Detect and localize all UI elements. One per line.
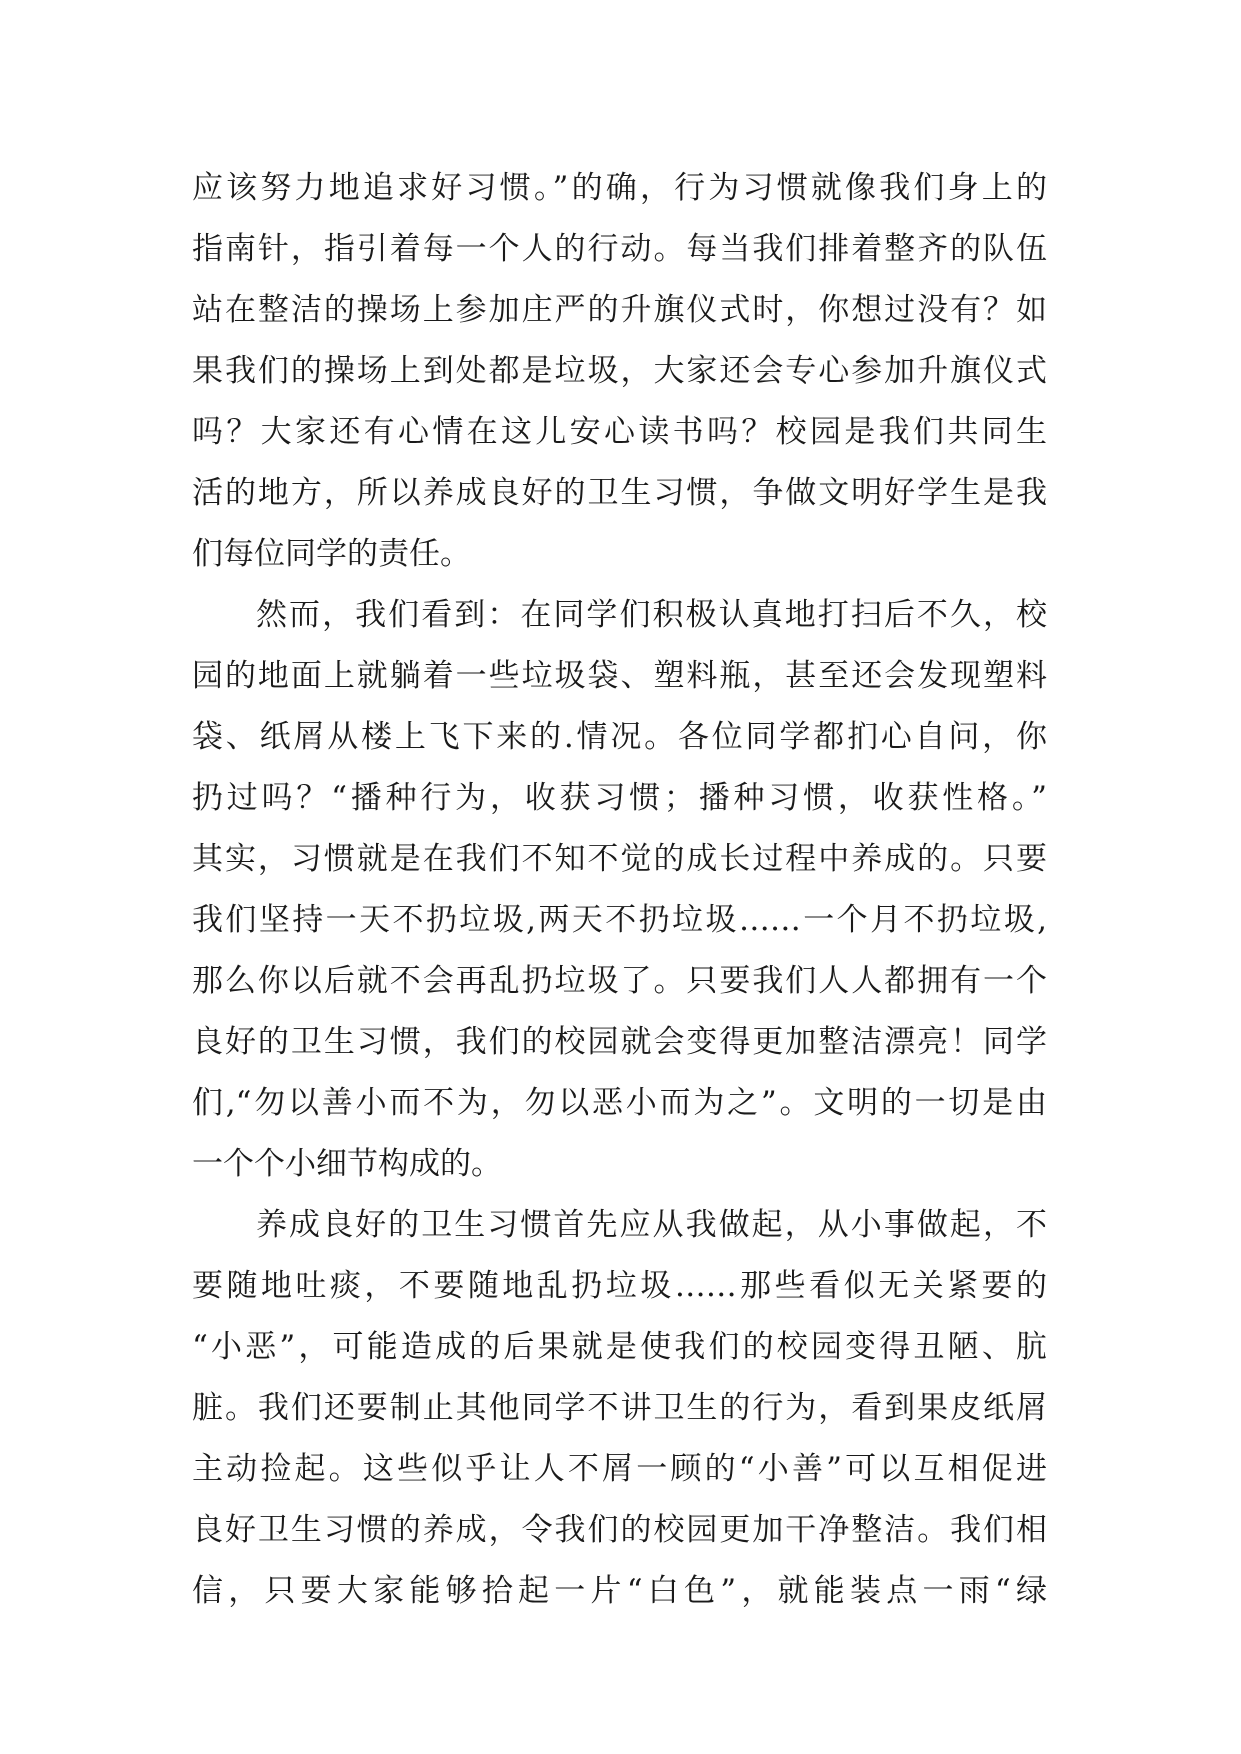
text-line: 脏。我们还要制止其他同学不讲卫生的行为，看到果皮纸屑: [192, 1390, 1047, 1426]
text-line: 们,“勿以善小而不为，勿以恶小而为之”。文明的一切是由: [192, 1085, 1047, 1121]
paragraph-start-line: 养成良好的卫生习惯首先应从我做起，从小事做起，不: [256, 1207, 1047, 1243]
text-line: 良好的卫生习惯，我们的校园就会变得更加整洁漂亮！同学: [192, 1024, 1047, 1060]
text-line: 果我们的操场上到处都是垃圾，大家还会专心参加升旗仪式: [192, 353, 1047, 389]
text-line: 扔过吗？“播种行为，收获习惯；播种习惯，收获性格。”: [192, 780, 1047, 816]
text-line: 应该努力地追求好习惯。”的确，行为习惯就像我们身上的: [192, 170, 1047, 206]
text-line: 指南针，指引着每一个人的行动。每当我们排着整齐的队伍: [192, 231, 1047, 267]
text-line: 其实，习惯就是在我们不知不觉的成长过程中养成的。只要: [192, 841, 1047, 877]
text-line: 袋、纸屑从楼上飞下来的.情况。各位同学都扪心自问，你: [192, 719, 1047, 755]
text-line: 一个个小细节构成的。: [192, 1146, 502, 1182]
text-line: 主动捡起。这些似乎让人不屑一顾的“小善”可以互相促进: [192, 1451, 1047, 1487]
text-line: “小恶”，可能造成的后果就是使我们的校园变得丑陋、肮: [192, 1329, 1047, 1365]
text-line: 信，只要大家能够拾起一片“白色”，就能装点一雨“绿: [192, 1573, 1047, 1609]
paragraph-start-line: 然而，我们看到：在同学们积极认真地打扫后不久，校: [256, 597, 1047, 633]
text-line: 要随地吐痰，不要随地乱扔垃圾……那些看似无关紧要的: [192, 1268, 1047, 1304]
text-line: 良好卫生习惯的养成，令我们的校园更加干净整洁。我们相: [192, 1512, 1047, 1548]
text-line: 活的地方，所以养成良好的卫生习惯，争做文明好学生是我: [192, 475, 1047, 511]
body-text: [192, 158, 1047, 1622]
text-line: 站在整洁的操场上参加庄严的升旗仪式时，你想过没有？如: [192, 292, 1047, 328]
text-line: 吗？大家还有心情在这儿安心读书吗？校园是我们共同生: [192, 414, 1047, 450]
text-line: 那么你以后就不会再乱扔垃圾了。只要我们人人都拥有一个: [192, 963, 1047, 999]
text-line: 们每位同学的责任。: [192, 536, 471, 572]
text-line: 我们坚持一天不扔垃圾,两天不扔垃圾……一个月不扔垃圾,: [192, 902, 1047, 938]
text-line: 园的地面上就躺着一些垃圾袋、塑料瓶，甚至还会发现塑料: [192, 658, 1047, 694]
